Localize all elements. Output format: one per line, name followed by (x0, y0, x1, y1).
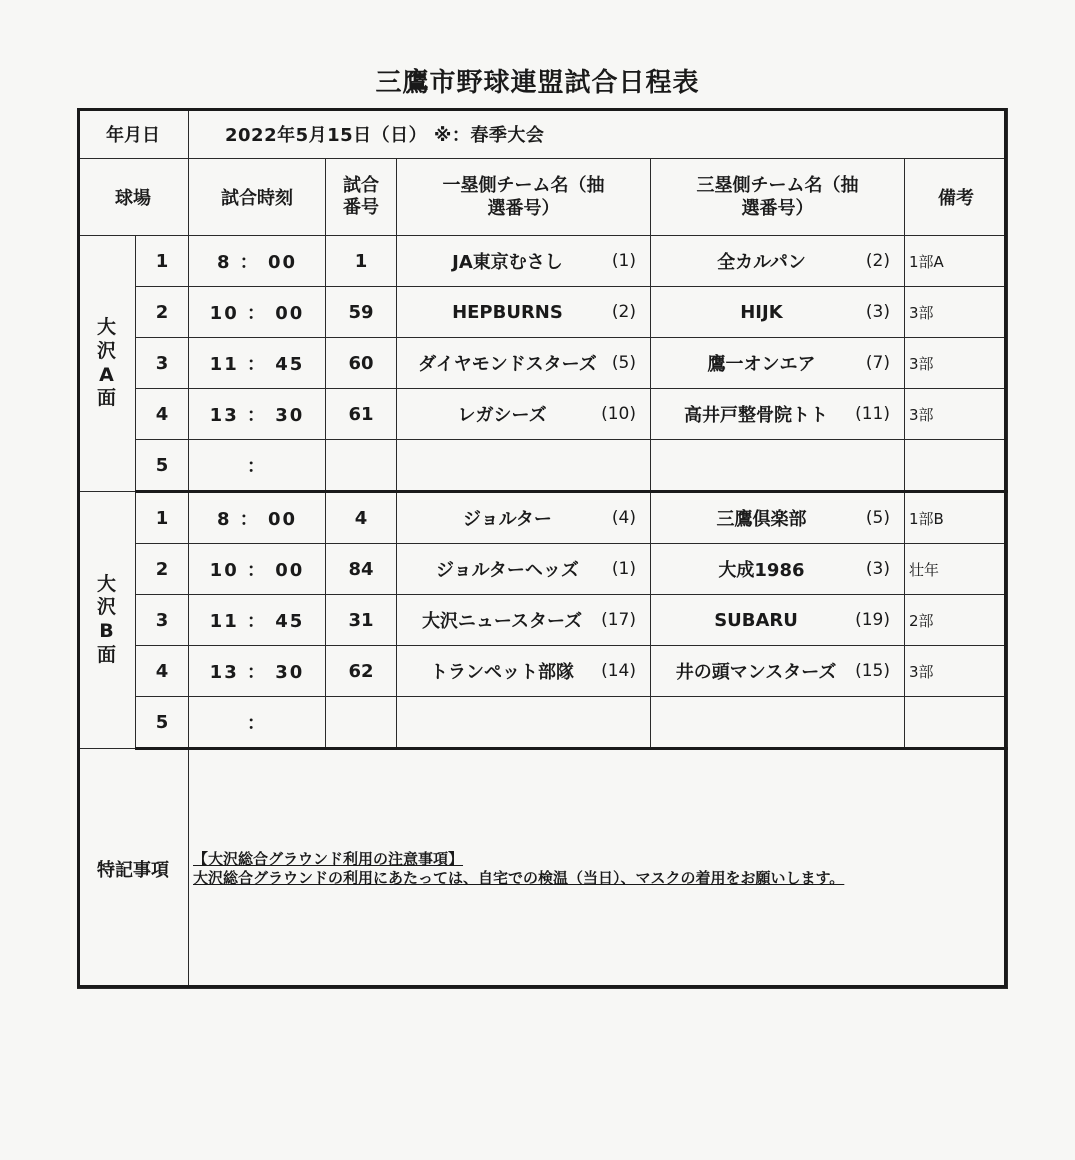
third-base-team (651, 697, 905, 749)
third-base-team (651, 492, 905, 544)
header-first-base-text: 一塁側チーム名（抽選番号） (442, 174, 605, 219)
third-base-team (651, 389, 905, 440)
notes-row (78, 749, 1008, 989)
first-base-team (397, 338, 651, 389)
team-name: JA東京むさし (452, 252, 563, 273)
draw-number: (5) (865, 508, 890, 528)
game-no: 3 (136, 338, 189, 389)
game-time: ： (189, 440, 326, 492)
third-base-team (651, 544, 905, 595)
match-no: 60 (326, 338, 397, 389)
first-base-team (397, 697, 651, 749)
remark (905, 440, 1008, 492)
game-time: 8 ： 00 (189, 492, 326, 544)
team-name: トランペット部隊 (430, 662, 575, 683)
table-row (78, 389, 1008, 440)
header-venue: 球場 (78, 159, 189, 236)
first-base-team (397, 492, 651, 544)
first-base-team (397, 544, 651, 595)
venue-char: 面 (96, 387, 116, 410)
game-time: ： (189, 697, 326, 749)
draw-number: (2) (865, 251, 890, 271)
third-base-team (651, 338, 905, 389)
game-time: 13 ： 30 (189, 389, 326, 440)
game-time: 13 ： 30 (189, 646, 326, 697)
table-row (78, 287, 1008, 338)
game-no: 2 (136, 287, 189, 338)
third-base-team (651, 646, 905, 697)
venue-char: 大 (96, 572, 116, 595)
match-no: 31 (326, 595, 397, 646)
schedule-table (77, 108, 1008, 989)
game-time: 10 ： 00 (189, 287, 326, 338)
team-name: 井の頭マンスターズ (675, 662, 837, 683)
draw-number: (7) (865, 353, 890, 373)
header-row (78, 159, 1008, 236)
remark: 3部 (905, 338, 1008, 389)
venue-char: 沢 (96, 339, 116, 362)
notes-label: 特記事項 (78, 749, 189, 989)
venue-char: B (99, 620, 114, 642)
first-base-team (397, 389, 651, 440)
header-match-no (326, 159, 397, 236)
team-name: HIJK (740, 301, 783, 323)
game-no: 5 (136, 440, 189, 492)
remark: 1部A (905, 236, 1008, 287)
draw-number: (1) (611, 559, 636, 579)
notes-body: 大沢総合グラウンドの利用にあたっては、自宅での検温（当日）、マスクの着用をお願いします。 (193, 869, 845, 887)
draw-number: (14) (601, 661, 636, 681)
remark: 2部 (905, 595, 1008, 646)
game-no: 5 (136, 697, 189, 749)
date-label: 年月日 (78, 109, 189, 159)
draw-number: (4) (611, 508, 636, 528)
team-name: ジョルター (462, 509, 552, 530)
venue-char: 沢 (96, 596, 116, 619)
first-base-team (397, 236, 651, 287)
team-name: 大沢ニュースターズ (421, 611, 583, 632)
third-base-team (651, 440, 905, 492)
team-name: 全カルパン (717, 252, 806, 273)
game-time: 10 ： 00 (189, 544, 326, 595)
draw-number: (3) (865, 559, 890, 579)
team-name: 三鷹倶楽部 (716, 509, 807, 530)
match-no: 4 (326, 492, 397, 544)
team-name: レガシーズ (457, 405, 547, 426)
game-no: 1 (136, 492, 189, 544)
header-time: 試合時刻 (189, 159, 326, 236)
page-title: 三鷹市野球連盟試合日程表 (375, 68, 700, 98)
team-name: 鷹一オンエア (707, 354, 816, 375)
draw-number: (5) (611, 353, 636, 373)
remark: 3部 (905, 287, 1008, 338)
match-no: 62 (326, 646, 397, 697)
team-name: 大成1986 (718, 560, 805, 581)
draw-number: (3) (865, 302, 890, 322)
notes-content (189, 749, 1008, 989)
team-name: HEPBURNS (452, 301, 563, 323)
first-base-team (397, 287, 651, 338)
remark: 3部 (905, 646, 1008, 697)
team-name: 高井戸整骨院トト (684, 405, 829, 426)
venue-char: A (99, 363, 114, 386)
venue-cell-a (78, 236, 136, 492)
table-row (78, 236, 1008, 287)
first-base-team (397, 646, 651, 697)
table-row (78, 492, 1008, 544)
match-no: 84 (326, 544, 397, 595)
game-time: 11 ： 45 (189, 595, 326, 646)
draw-number: (2) (611, 302, 636, 322)
game-no: 3 (136, 595, 189, 646)
draw-number: (17) (601, 610, 636, 630)
team-name: SUBARU (714, 609, 798, 631)
third-base-team (651, 236, 905, 287)
match-no: 61 (326, 389, 397, 440)
game-no: 4 (136, 389, 189, 440)
notes-heading: 【大沢総合グラウンド利用の注意事項】 (193, 850, 464, 868)
header-third-base (651, 159, 905, 236)
table-row (78, 440, 1008, 492)
team-name: ジョルターヘッズ (435, 560, 579, 581)
match-no: 59 (326, 287, 397, 338)
draw-number: (1) (611, 251, 636, 271)
third-base-team (651, 595, 905, 646)
header-remarks: 備考 (905, 159, 1008, 236)
venue-char: 大 (96, 316, 116, 338)
header-match-no-text: 試合番号 (343, 175, 379, 218)
draw-number: (15) (855, 661, 890, 681)
table-row (78, 595, 1008, 646)
venue-char: 面 (96, 643, 116, 666)
table-row (78, 697, 1008, 749)
draw-number: (10) (601, 404, 636, 424)
draw-number: (11) (855, 404, 890, 424)
third-base-team (651, 287, 905, 338)
remark: 3部 (905, 389, 1008, 440)
header-third-base-text: 三塁側チーム名（抽選番号） (696, 174, 859, 219)
date-value: 2022年5月15日（日） ※：春季大会 (189, 109, 1008, 159)
header-first-base (397, 159, 651, 236)
table-row (78, 338, 1008, 389)
remark: 1部B (905, 492, 1008, 544)
team-name: ダイヤモンドスターズ (418, 354, 597, 375)
first-base-team (397, 440, 651, 492)
draw-number: (19) (855, 610, 890, 630)
remark: 壮年 (905, 544, 1008, 595)
game-no: 1 (136, 236, 189, 287)
table-row (78, 544, 1008, 595)
match-no (326, 440, 397, 492)
table-row (78, 646, 1008, 697)
venue-cell-b (78, 492, 136, 749)
match-no (326, 697, 397, 749)
game-no: 2 (136, 544, 189, 595)
first-base-team (397, 595, 651, 646)
match-no: 1 (326, 236, 397, 287)
game-no: 4 (136, 646, 189, 697)
remark (905, 697, 1008, 749)
date-row (78, 109, 1008, 159)
game-time: 8 ： 00 (189, 236, 326, 287)
game-time: 11 ： 45 (189, 338, 326, 389)
